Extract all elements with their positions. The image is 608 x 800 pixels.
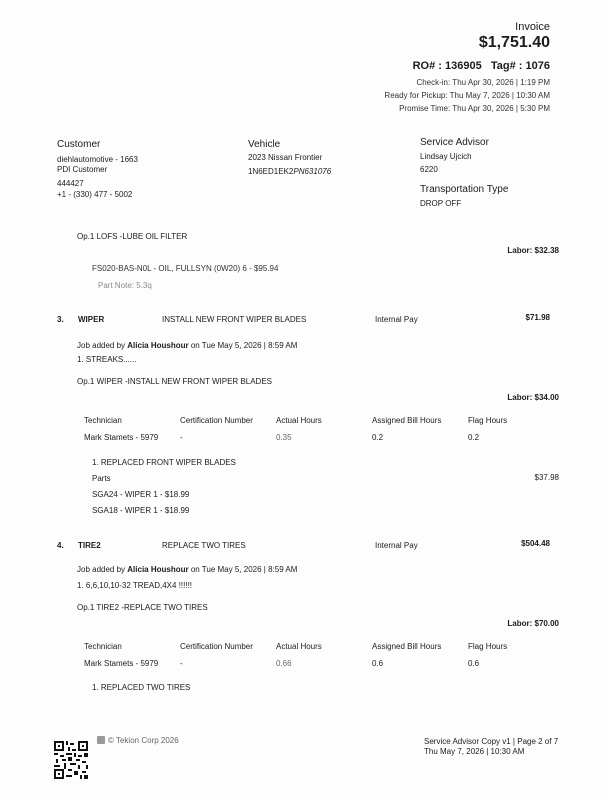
job3-added-suffix: on Tue May 5, 2026 | 8:59 AM xyxy=(188,341,298,350)
job3-cert: - xyxy=(180,433,183,442)
op-lofs-labor: Labor: $32.38 xyxy=(507,246,559,255)
advisor-name: Lindsay Ujcich xyxy=(420,152,472,161)
advisor-number: 6220 xyxy=(420,165,438,174)
customer-dealer: diehlautomotive - 1663 xyxy=(57,155,138,164)
job3-flag: 0.2 xyxy=(468,433,480,442)
footer-copyright-text: © Tekion Corp 2026 xyxy=(108,736,179,745)
job4-tech: Mark Stamets - 5979 xyxy=(84,659,159,668)
job4-th-cert: Certification Number xyxy=(180,642,253,651)
job4-desc: REPLACE TWO TIRES xyxy=(162,541,246,550)
ro-number: RO# : 136905 xyxy=(412,60,482,72)
job4-th-assigned: Assigned Bill Hours xyxy=(372,642,442,651)
qr-code-graphic xyxy=(54,741,88,779)
job3-added-name: Alicia Houshour xyxy=(127,341,189,350)
job3-th-technician: Technician xyxy=(84,416,122,425)
vehicle-model: 2023 Nissan Frontier xyxy=(248,153,323,162)
job3-amount: $71.98 xyxy=(525,313,550,322)
footer-copy-page: Service Advisor Copy v1 | Page 2 of 7 xyxy=(424,737,559,746)
job3-pay-type: Internal Pay xyxy=(375,315,418,324)
customer-name: PDI Customer xyxy=(57,165,108,174)
job3-added-by xyxy=(77,341,297,350)
job4-th-technician: Technician xyxy=(84,642,122,651)
tekion-logo-icon xyxy=(97,736,105,744)
op-lofs-title: Op.1 LOFS -LUBE OIL FILTER xyxy=(77,232,188,241)
ro-tag-line xyxy=(413,60,550,72)
job4-pay-type: Internal Pay xyxy=(375,541,418,550)
document-type: Invoice xyxy=(515,21,550,33)
job3-actual: 0.35 xyxy=(276,433,292,442)
job3-correction: 1. REPLACED FRONT WIPER BLADES xyxy=(92,458,236,467)
transport-heading: Transportation Type xyxy=(420,184,509,195)
job3-part-2: SGA18 - WIPER 1 - $18.99 xyxy=(92,506,190,515)
job3-op-title: Op.1 WIPER -INSTALL NEW FRONT WIPER BLADES xyxy=(77,377,272,386)
job3-parts-total: $37.98 xyxy=(534,473,559,482)
op-lofs-part-note: Part Note: 5.3q xyxy=(98,281,152,290)
job4-concern: 1. 6,6,10,10-32 TREAD,4X4 !!!!!! xyxy=(77,581,193,590)
job3-th-flag: Flag Hours xyxy=(468,416,508,425)
job3-added-prefix: Job added by xyxy=(77,341,128,350)
advisor-heading: Service Advisor xyxy=(420,137,489,148)
job4-code: TIRE2 xyxy=(78,541,101,550)
job3-code: WIPER xyxy=(78,315,105,324)
job4-th-actual: Actual Hours xyxy=(276,642,322,651)
tag-number: Tag# : 1076 xyxy=(490,60,550,72)
job4-op-title: Op.1 TIRE2 -REPLACE TWO TIRES xyxy=(77,603,208,612)
job3-part-1: SGA24 - WIPER 1 - $18.99 xyxy=(92,490,190,499)
qr-code xyxy=(54,741,88,779)
customer-id: 444427 xyxy=(57,179,84,188)
promise-time: Promise Time: Thu Apr 30, 2026 | 5:30 PM xyxy=(399,104,550,113)
job4-cert: - xyxy=(180,659,183,668)
vin-suffix: PN631076 xyxy=(293,167,332,176)
ready-pickup-time: Ready for Pickup: Thu May 7, 2026 | 10:30 AM xyxy=(384,91,550,100)
job3-tech: Mark Stamets - 5979 xyxy=(84,433,159,442)
job4-th-flag: Flag Hours xyxy=(468,642,508,651)
job4-added-by xyxy=(77,565,297,574)
job3-assigned: 0.2 xyxy=(372,433,384,442)
job3-concern: 1. STREAKS...... xyxy=(77,355,137,364)
job4-added-suffix: on Tue May 5, 2026 | 8:59 AM xyxy=(188,565,298,574)
job4-number: 4. xyxy=(57,541,64,550)
job4-added-prefix: Job added by xyxy=(77,565,128,574)
footer-copyright xyxy=(97,736,179,745)
vin-prefix: 1N6ED1EK2 xyxy=(248,167,294,176)
check-in-time: Check-in: Thu Apr 30, 2026 | 1:19 PM xyxy=(416,78,550,87)
footer-printed-time: Thu May 7, 2026 | 10:30 AM xyxy=(424,747,525,756)
job3-th-cert: Certification Number xyxy=(180,416,253,425)
job4-correction: 1. REPLACED TWO TIRES xyxy=(92,683,191,692)
op-lofs-part: FS020-BAS-N0L - OIL, FULLSYN (0W20) 6 - $95.94 xyxy=(92,264,279,273)
job3-desc: INSTALL NEW FRONT WIPER BLADES xyxy=(162,315,307,324)
vehicle-vin xyxy=(248,167,331,176)
job4-added-name: Alicia Houshour xyxy=(127,565,189,574)
job4-assigned: 0.6 xyxy=(372,659,384,668)
job3-parts-heading: Parts xyxy=(92,474,111,483)
job4-actual: 0.66 xyxy=(276,659,292,668)
job3-th-actual: Actual Hours xyxy=(276,416,322,425)
job4-flag: 0.6 xyxy=(468,659,480,668)
job3-labor: Labor: $34.00 xyxy=(507,393,559,402)
customer-heading: Customer xyxy=(57,139,101,150)
invoice-total: $1,751.40 xyxy=(478,34,550,51)
transport-value: DROP OFF xyxy=(420,199,462,208)
job4-amount: $504.48 xyxy=(521,539,550,548)
vehicle-heading: Vehicle xyxy=(248,139,281,150)
job3-number: 3. xyxy=(57,315,64,324)
job4-labor: Labor: $70.00 xyxy=(507,619,559,628)
customer-phone: +1 - (330) 477 - 5002 xyxy=(57,190,133,199)
job3-th-assigned: Assigned Bill Hours xyxy=(372,416,442,425)
